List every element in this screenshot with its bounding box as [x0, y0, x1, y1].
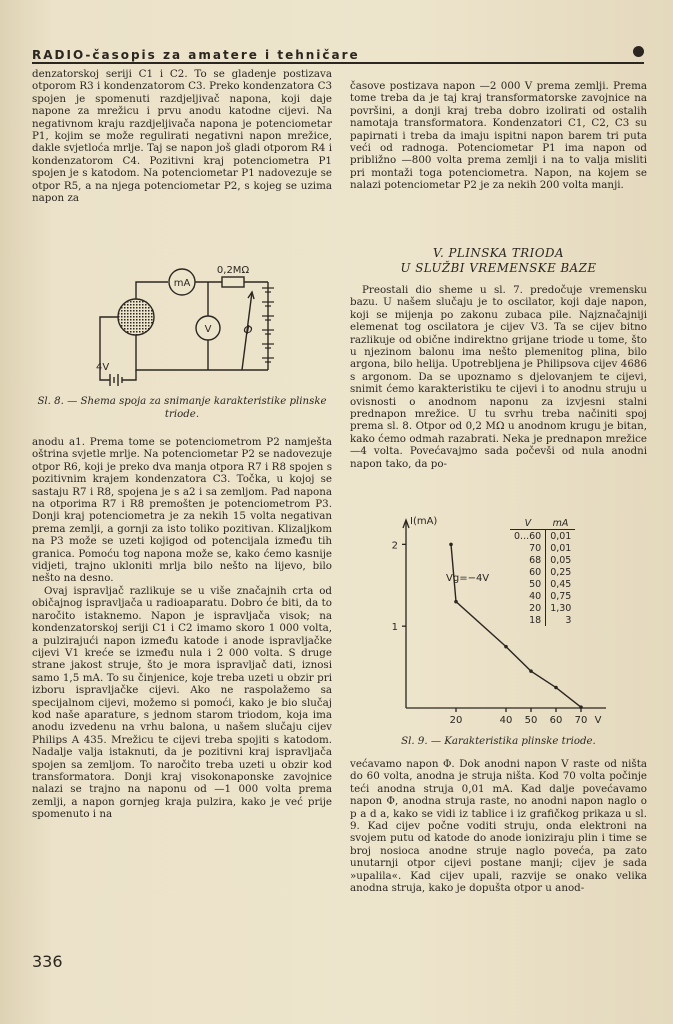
section-title-line-1: V. PLINSKA TRIODA: [433, 246, 564, 260]
y-axis-label: I(mA): [410, 516, 438, 527]
running-header: [32, 44, 644, 64]
x-tick-label: 60: [549, 715, 563, 726]
right-paragraph-1: časove postizava napon —2 000 V prema zemlji. Prema tome treba da je taj kraj transformatorske zavojnice na površini, a donji kraj treba dobro izolirati od ostalih namotaja transformatora. Kondenzatori C1, C2, C3 su papirnati i treba da imaju ispitni napon barem tri puta veći od radnoga. Potenciometar P1 ima napon od približno —800 volta prema zemlji i na to valja misliti pri montaži toga potenciometra. Napon, na kojem se nalazi potenciometar P2 je za nekih 200 volta manji.: [350, 80, 647, 192]
table-cell-ma: 0,25: [546, 566, 576, 578]
figure-8-caption: Sl. 8. — Shema spoja za snimanje karakteristike plinske triode.: [37, 396, 327, 420]
table-row: [510, 566, 575, 578]
x-tick-label: 20: [449, 715, 463, 726]
left-paragraph-2: anodu a1. Prema tome se potenciometrom P2 namješta oštrina svjetle mrlje. Na potenciometar P2 se nadovezuje otpor R6, koji je preko dva manja otpora R7 i R8 spojen s pozitivnim krajem kondenzatora C3. Točka, u kojoj se sastaju R7 i R8, spojena je s a2 i sa zemljom. Pad napona na otporima R7 i R8 premošten je potenciometrom P3. Donji kraj potenciometra je za nekih 15 volta negativan prema zemlji, a gornji za isto toliko pozitivan. Klizaljkom na P3 može se uzeti kojigod od potencijala između tih granica. Pomoću tog napona može se, kako ćemo kasnije vidjeti, trajno ukloniti mrlja bilo nešto na lijevo, bilo nešto na desno.: [32, 436, 332, 585]
data-point: [529, 669, 533, 673]
figure-8-schematic: [70, 262, 300, 392]
data-point: [579, 705, 583, 709]
right-column-top: [350, 80, 647, 192]
x-axis-label: V: [594, 715, 602, 726]
right-column-middle: [350, 284, 647, 470]
table-row: [510, 602, 575, 614]
table-header-v: V: [510, 518, 546, 530]
figure-9-chart: [380, 512, 620, 734]
table-row: [510, 590, 575, 602]
left-paragraph-3: Ovaj ispravljač razlikuje se u više značajnih crta od običajnog ispravljača u radioaparatu. Dobro će biti, da to naročito istaknemo. Napon je ispravljača visok; na kondenzatorskoj seriji C1 i C2 imamo skoro 1 000 volta, a pulzirajući napon između katode i anode ispravljačke cijevi V1 kreće se između nula i 2 000 volta. S druge strane jakost struje, što je mora ispravljač dati, iznosi samo 1,5 mA. To su činjenice, koje treba uzeti u obzir pri izboru ispravljačke cijevi. Ako ne raspolažemo sa specijalnom cijevi, možemo si pomoći, kako je bio slučaj kod naše aparature, s jednom starom triodom, koja ima anodu izvedenu na vrhu balona, u našem slučaju cijev Philips A 435. Mrežicu te cijevi treba spojiti s katodom. Nadalje valja istaknuti, da je pozitivni kraj ispravljača spojen sa zemljom. To naročito treba uzeti u obzir kod transformatora. Donji kraj visokonaponske zavojnice nalazi se trajno na naponu od —1 000 volta prema zemlji, a napon gornjeg kraja pulzira, kako je već prije spomenuto i na: [32, 584, 332, 821]
table-row: [510, 614, 575, 626]
x-tick-label: 50: [524, 715, 538, 726]
x-tick-label: 40: [499, 715, 513, 726]
y-tick-label: 2: [391, 540, 398, 552]
table-cell-ma: 0,01: [546, 530, 576, 543]
right-paragraph-3: većavamo napon Φ. Dok anodni napon V raste od ništa do 60 volta, anodna je struja ništa. Kod 70 volta počinje teći anodna struja 0,01 mA. Kad dalje povećavamo napon Φ, anodna struja raste, no anodni napon naglo o p a d a, kako se vidi iz tablice i iz grafičkog prikaza u sl. 9. Kad cijev počne voditi struju, onda elektroni na svojem putu od katode do anode ioniziraju plin i time se broj nosioca anodne struje naglo poveća, pa zato unutarnji otpor cijevi postane manji; cijev je sada »upalila«. Kad cijev upali, razvije se onako velika anodna struja, kako je dopušta otpor u anod-: [350, 758, 647, 895]
data-point: [504, 645, 508, 649]
table-cell-v: 60: [529, 566, 542, 578]
table-cell-ma: 1,30: [546, 602, 576, 614]
table-cell-ma: 3: [546, 614, 576, 626]
milliammeter-label: mA: [173, 278, 191, 289]
left-column-bottom: [32, 436, 332, 821]
grid-bias-annotation: Vg=−4V: [446, 573, 490, 585]
voltmeter-label: V: [204, 324, 212, 335]
y-tick-label: 1: [391, 622, 398, 634]
resistor-icon: [222, 277, 244, 287]
battery-label: 4V: [96, 362, 110, 373]
data-point: [449, 543, 453, 547]
data-point: [554, 686, 558, 690]
phi-label: Φ: [243, 323, 253, 337]
table-cell-v: 70: [529, 542, 542, 554]
section-title-line-2: U SLUŽBI VREMENSKE BAZE: [400, 261, 597, 275]
table-cell-ma: 0,05: [546, 554, 576, 566]
page-number: 336: [32, 952, 63, 971]
characteristic-table: [510, 518, 575, 626]
figure-9-caption: Sl. 9. — Karakteristika plinske triode.: [401, 736, 596, 747]
table-row: [510, 554, 575, 566]
table-cell-ma: 0,75: [546, 590, 576, 602]
section-heading: [350, 246, 647, 276]
left-column-top: [32, 68, 332, 204]
table-cell-v: 68: [529, 554, 542, 566]
header-bullet-icon: [633, 46, 644, 57]
right-paragraph-2: Preostali dio sheme u sl. 7. predočuje vremensku bazu. U našem slučaju je to oscilator, koji daje napon, koji se mijenja po zakonu zubaca pile. Najznačajniji elemenat tog oscilatora je cijev V3. Ta se cijev bitno razlikuje od obične indirektno grijane triode u tome, što u njezinom balonu ima nešto plemenitog plina, bilo argona, bilo helija. Upotrebljena je Philipsova cijev 4686 s argonom. Da se upoznamo s djelovanjem te cijevi, snimit ćemo karakteristiku te cijevi i to anodnu struju u ovisnosti o anodnom naponu za izvjesni stalni prednapon mrežice. U tu svrhu treba načiniti spoj prema sl. 8. Otpor od 0,2 MΩ u anodnom krugu je bitan, kako ćemo odmah razabrati. Neka je prednapon mrežice —4 volta. Povećavajmo sada počevši od nula anodni napon tako, da po-: [350, 284, 647, 470]
table-cell-v: 20: [529, 602, 542, 614]
triode-tube-icon: [118, 299, 154, 335]
data-point: [454, 600, 458, 604]
table-cell-v: 0...60: [514, 530, 542, 542]
table-cell-ma: 0,45: [546, 578, 576, 590]
x-tick-label: 70: [574, 715, 588, 726]
table-cell-ma: 0,01: [546, 542, 576, 554]
right-column-bottom: [350, 758, 647, 894]
table-row: [510, 578, 575, 590]
resistor-label: 0,2MΩ: [216, 265, 250, 276]
table-header-ma: mA: [546, 518, 576, 530]
left-paragraph-1: denzatorskoj seriji C1 i C2. To se gladenje postizava otporom R3 i kondenzatorom C3. Preko kondenzatora C3 spojen je spomenuti razdjeljivač napona, koji daje napone za mrežicu i prvu anodu katodne cijevi. Na negativnom kraju razdjeljivača napona je potenciometar P1, kojim se može regulirati negativni napon mrežice, dakle svjetloća mrlje. Taj se napon još gladi otporom R4 i kondenzatorom C4. Pozitivni kraj potenciometra P1 spojen je s katodom. Na potenciometar P1 nadovezuje se otpor R5, a na njega potenciometar P2, s kojeg se uzima napon za: [32, 68, 332, 205]
table-row: [510, 542, 575, 554]
table-row: [510, 530, 575, 543]
table-cell-v: 50: [529, 578, 542, 590]
table-cell-v: 40: [529, 590, 542, 602]
header-title: RADIO-časopis za amatere i tehničare: [32, 48, 360, 62]
table-cell-v: 18: [529, 614, 542, 626]
